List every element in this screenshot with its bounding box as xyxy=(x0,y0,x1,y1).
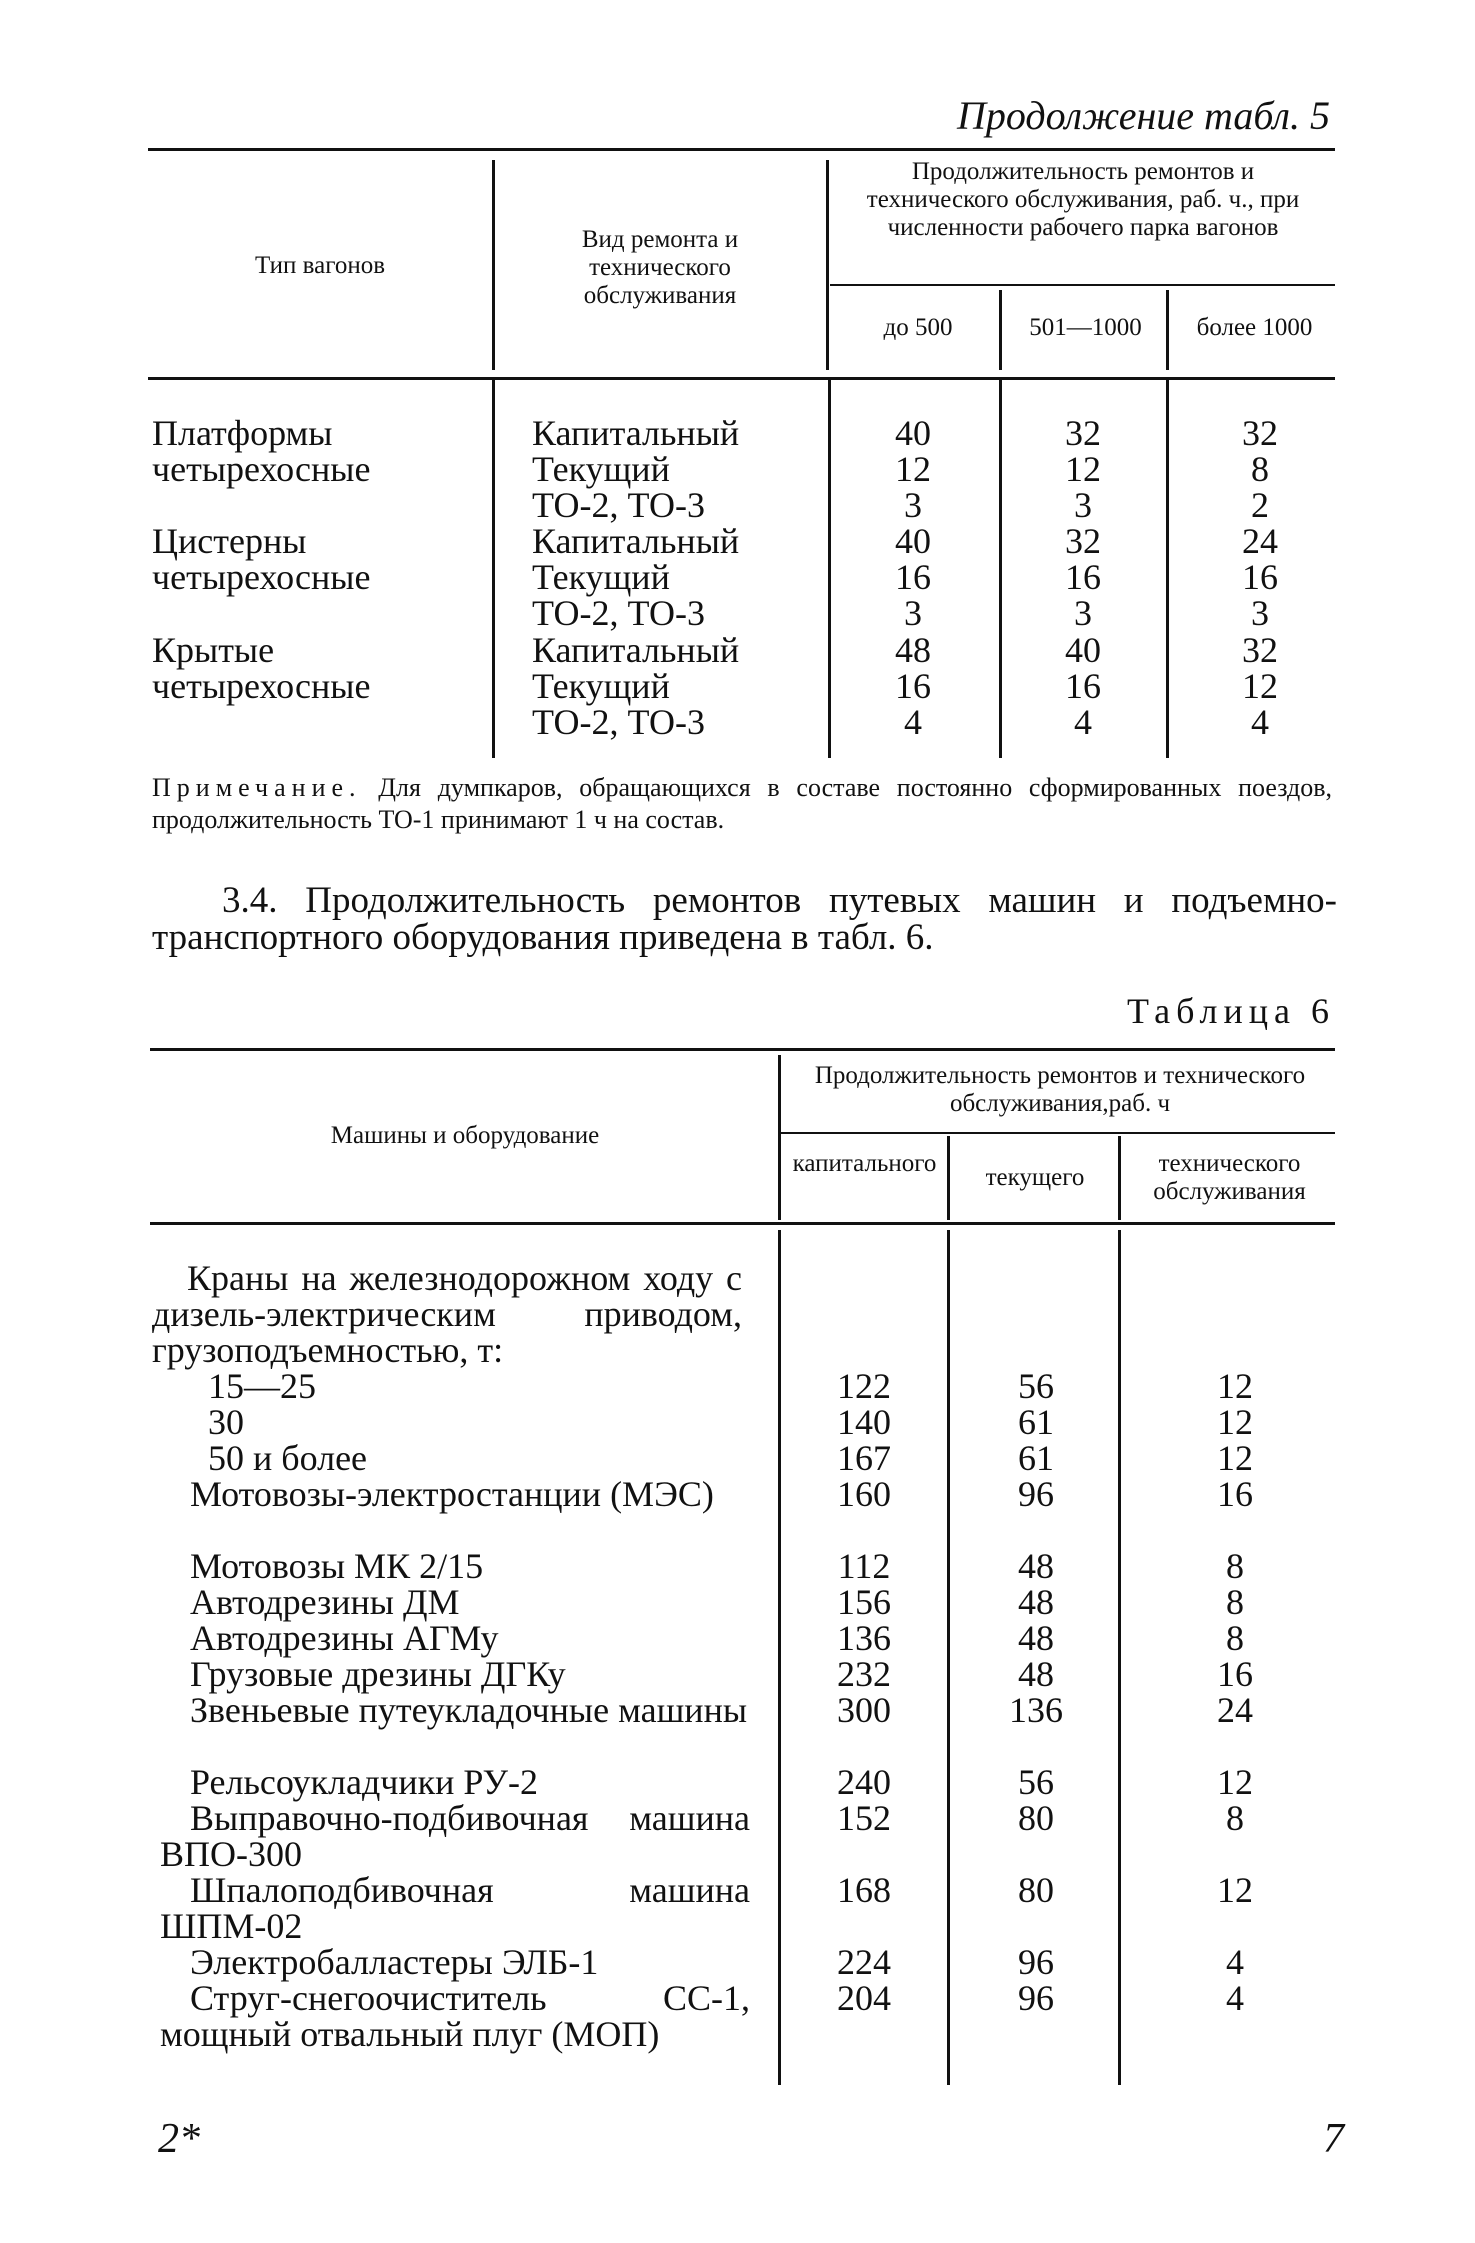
table6-vrule-2 xyxy=(947,1136,950,1220)
table6-body-vrule-3 xyxy=(1118,1230,1121,2085)
table6-cap-cell: 204 xyxy=(837,1978,891,2018)
table5-kind-cell: Текущий xyxy=(532,666,670,706)
table5-value-cell: 32 xyxy=(1065,413,1101,453)
table6-tech-cell: 12 xyxy=(1217,1366,1253,1406)
table6-cap-cell: 300 xyxy=(837,1690,891,1730)
table5-value-cell: 16 xyxy=(895,666,931,706)
table5-value-cell: 16 xyxy=(895,557,931,597)
table6-machine-name: Электробалластеры ЭЛБ-1 xyxy=(190,1942,599,1982)
table6-cap-cell: 156 xyxy=(837,1582,891,1622)
table5-note xyxy=(152,772,1332,836)
table5-kind-cell: ТО-2, ТО-3 xyxy=(532,485,706,525)
table5-body-vrule-4 xyxy=(1166,380,1169,758)
table5-kind-cell: Текущий xyxy=(532,449,670,489)
table5-value-cell: 12 xyxy=(895,449,931,489)
table6-cur-cell: 80 xyxy=(1018,1870,1054,1910)
signature-mark: 2* xyxy=(158,2116,200,2162)
table6-tech-cell: 16 xyxy=(1217,1474,1253,1514)
table5-value-cell: 3 xyxy=(904,593,922,633)
table6-machine-name: Мотовозы-электростанции (МЭС) xyxy=(190,1474,714,1514)
table5-header-kind: Вид ремонта и технического обслуживания xyxy=(581,226,739,309)
table6-vrule-1 xyxy=(778,1055,781,1220)
table5-vrule-2 xyxy=(826,160,829,370)
table5-header-col1: до 500 xyxy=(883,314,953,341)
table5-header-col2: 501—1000 xyxy=(1029,314,1142,341)
table5-header-type: Тип вагонов xyxy=(254,252,386,279)
table6-cur-cell: 56 xyxy=(1018,1762,1054,1802)
table5-value-cell: 4 xyxy=(1074,702,1092,742)
table5-value-cell: 3 xyxy=(1074,485,1092,525)
table6-header-col1: капитального xyxy=(792,1150,937,1177)
table6-machine-name: Грузовые дрезины ДГКу xyxy=(190,1654,566,1694)
table6-body-vrule-2 xyxy=(947,1230,950,2085)
table6-machine-name: Автодрезины АГМу xyxy=(190,1618,499,1658)
table5-kind-cell: Капитальный xyxy=(532,630,740,670)
table5-vrule-1 xyxy=(492,160,495,370)
table5-value-cell: 3 xyxy=(1074,593,1092,633)
table5-value-cell: 32 xyxy=(1065,521,1101,561)
table6-cap-cell: 232 xyxy=(837,1654,891,1694)
table6-intro: Краны на железнодорожном ходу с дизель-электрическим приводом, грузоподъемностью, т: xyxy=(152,1258,742,1370)
table5-value-cell: 12 xyxy=(1065,449,1101,489)
table5-value-cell: 4 xyxy=(1251,702,1269,742)
table5-value-cell: 4 xyxy=(904,702,922,742)
section-paragraph: 3.4. Продолжительность ремонтов путевых машин и подъемно-транспортного оборудования приведена в табл. 6. xyxy=(152,880,1337,958)
table6-cap-cell: 112 xyxy=(837,1546,891,1586)
table6-machine-name: Звеньевые путеукладочные машины xyxy=(190,1690,748,1730)
table5-value-cell: 2 xyxy=(1251,485,1269,525)
page-number: 7 xyxy=(1323,2116,1344,2162)
table5-value-cell: 32 xyxy=(1242,413,1278,453)
table5-vrule-3 xyxy=(999,290,1002,370)
table6-cap-cell: 152 xyxy=(837,1798,891,1838)
table6-machine-name: Выправочно-подбивочная машина ВПО-300 xyxy=(160,1798,750,1874)
table6-machine-name: 50 и более xyxy=(208,1438,368,1478)
table6-cur-cell: 61 xyxy=(1018,1438,1054,1478)
table6-machine-name: Шпалоподбивочная машина ШПМ-02 xyxy=(160,1870,750,1946)
note-text: Для думпкаров, обращающихся в составе постоянно сформированных поездов, продолжительность ТО-1 принимают 1 ч на состав. xyxy=(152,773,1333,834)
table6-title: Таблица 6 xyxy=(1127,991,1335,1031)
table6-cur-cell: 48 xyxy=(1018,1654,1054,1694)
table5-value-cell: 12 xyxy=(1242,666,1278,706)
table6-cap-cell: 168 xyxy=(837,1870,891,1910)
table6-tech-cell: 12 xyxy=(1217,1762,1253,1802)
table6-body-vrule-1 xyxy=(778,1230,781,2085)
table5-kind-cell: Капитальный xyxy=(532,521,740,561)
table6-cur-cell: 48 xyxy=(1018,1582,1054,1622)
table6-cur-cell: 56 xyxy=(1018,1366,1054,1406)
table6-cur-cell: 136 xyxy=(1009,1690,1063,1730)
table5-body-vrule-1 xyxy=(492,380,495,758)
table6-cap-cell: 160 xyxy=(837,1474,891,1514)
table6-header-machines: Машины и оборудование xyxy=(330,1122,600,1149)
table5-value-cell: 16 xyxy=(1065,557,1101,597)
table6-tech-cell: 4 xyxy=(1226,1978,1244,2018)
table6-top-rule xyxy=(150,1048,1335,1051)
table5-group-name: Платформы четырехосные xyxy=(152,413,371,489)
table5-value-cell: 3 xyxy=(1251,593,1269,633)
table6-tech-cell: 16 xyxy=(1217,1654,1253,1694)
table6-cur-cell: 96 xyxy=(1018,1942,1054,1982)
table5-kind-cell: Капитальный xyxy=(532,413,740,453)
table5-group-name: Крытые четырехосные xyxy=(152,630,371,706)
table6-machine-name: Автодрезины ДМ xyxy=(190,1582,460,1622)
table5-kind-cell: ТО-2, ТО-3 xyxy=(532,702,706,742)
table5-header-bottom-rule xyxy=(148,377,1335,380)
table5-header-col3: более 1000 xyxy=(1196,314,1313,341)
table5-body-vrule-2 xyxy=(828,380,831,758)
table6-tech-cell: 8 xyxy=(1226,1618,1244,1658)
table6-tech-cell: 12 xyxy=(1217,1438,1253,1478)
table6-cap-cell: 240 xyxy=(837,1762,891,1802)
table5-group-name: Цистерны четырехосные xyxy=(152,521,371,597)
table6-cur-cell: 96 xyxy=(1018,1978,1054,2018)
table5-top-rule xyxy=(148,148,1335,151)
table5-body-vrule-3 xyxy=(999,380,1002,758)
table6-tech-cell: 24 xyxy=(1217,1690,1253,1730)
table5-kind-cell: ТО-2, ТО-3 xyxy=(532,593,706,633)
table6-cap-cell: 122 xyxy=(837,1366,891,1406)
table5-value-cell: 16 xyxy=(1242,557,1278,597)
table5-header-duration: Продолжительность ремонтов и технического обслуживания, раб. ч., при численности рабочего парка вагонов xyxy=(866,158,1300,241)
table6-cur-cell: 48 xyxy=(1018,1618,1054,1658)
table6-cur-cell: 48 xyxy=(1018,1546,1054,1586)
note-label: Примечание. xyxy=(152,773,362,802)
table5-value-cell: 48 xyxy=(895,630,931,670)
table6-header-col3: технического обслуживания xyxy=(1153,1150,1306,1205)
table5-value-cell: 24 xyxy=(1242,521,1278,561)
table6-machine-name: 30 xyxy=(208,1402,244,1442)
table6-machine-name: Мотовозы МК 2/15 xyxy=(190,1546,484,1586)
table5-continuation-title: Продолжение табл. 5 xyxy=(956,93,1330,138)
table6-cap-cell: 136 xyxy=(837,1618,891,1658)
table6-tech-cell: 12 xyxy=(1217,1402,1253,1442)
table6-cur-cell: 96 xyxy=(1018,1474,1054,1514)
table6-vrule-3 xyxy=(1118,1136,1121,1220)
table6-tech-cell: 4 xyxy=(1226,1942,1244,1982)
table6-cap-cell: 140 xyxy=(837,1402,891,1442)
table6-header-duration: Продолжительность ремонтов и технического обслуживания,раб. ч xyxy=(814,1062,1306,1117)
table6-machine-name: Струг-снегоочиститель СС-1, мощный отвальный плуг (МОП) xyxy=(160,1978,750,2054)
table5-value-cell: 40 xyxy=(1065,630,1101,670)
table6-machine-name: Рельсоукладчики РУ-2 xyxy=(190,1762,538,1802)
table5-kind-cell: Текущий xyxy=(532,557,670,597)
table5-value-cell: 32 xyxy=(1242,630,1278,670)
table6-header-bottom-rule xyxy=(150,1222,1335,1225)
table6-cur-cell: 80 xyxy=(1018,1798,1054,1838)
table6-header-col2: текущего xyxy=(985,1164,1085,1191)
table6-cap-cell: 224 xyxy=(837,1942,891,1982)
table6-tech-cell: 12 xyxy=(1217,1870,1253,1910)
table6-machine-name: 15—25 xyxy=(208,1366,316,1406)
table6-tech-cell: 8 xyxy=(1226,1546,1244,1586)
table6-tech-cell: 8 xyxy=(1226,1582,1244,1622)
table5-value-cell: 40 xyxy=(895,413,931,453)
table6-subheader-rule xyxy=(780,1132,1335,1134)
table6-tech-cell: 8 xyxy=(1226,1798,1244,1838)
table5-value-cell: 3 xyxy=(904,485,922,525)
table5-subheader-rule xyxy=(830,284,1335,286)
table6-cur-cell: 61 xyxy=(1018,1402,1054,1442)
table5-value-cell: 40 xyxy=(895,521,931,561)
table6-cap-cell: 167 xyxy=(837,1438,891,1478)
table5-vrule-4 xyxy=(1166,290,1169,370)
table5-value-cell: 16 xyxy=(1065,666,1101,706)
table5-value-cell: 8 xyxy=(1251,449,1269,489)
